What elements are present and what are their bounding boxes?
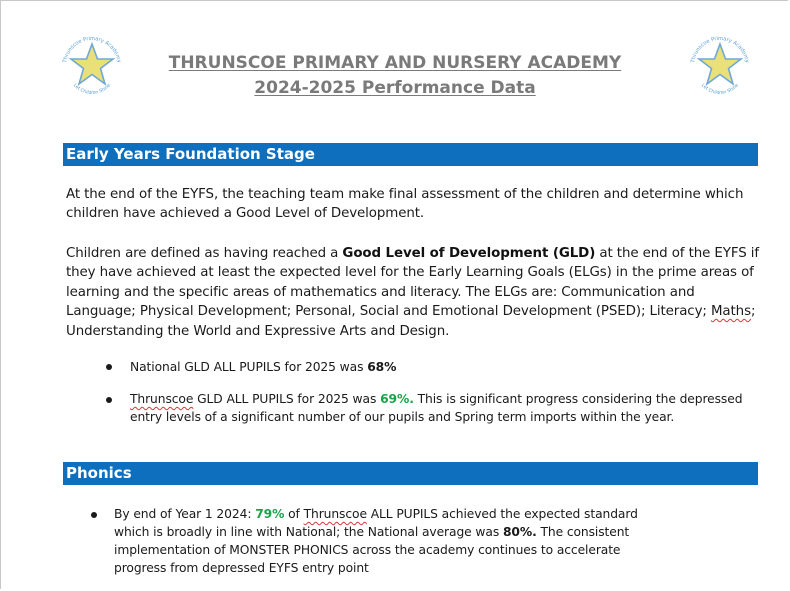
academy-logo-left	[56, 30, 128, 102]
eyfs-bullet-national	[130, 358, 750, 376]
phonics-school-value: 79%	[255, 507, 285, 521]
star-icon	[71, 44, 113, 84]
eyfs-paragraph-2	[66, 244, 766, 341]
school-gld-value: 69%.	[380, 392, 414, 406]
logo-bottom-text: Let Children Shine	[71, 83, 113, 97]
text-run: National GLD ALL PUPILS for 2025 was	[130, 360, 368, 374]
svg-text:Let Children Shine	[72, 83, 112, 96]
document-title: THRUNSCOE PRIMARY AND NURSERY ACADEMY	[168, 53, 622, 73]
text-run: of	[284, 507, 304, 521]
spellcheck-word-maths: Maths	[710, 304, 751, 320]
text-run: at the end of the EYFS if they have achieved at least the expected level for the Early Learning Goals (ELGs) in the prime areas of learning and the specific areas of mathematics and literacy. The ELGs are: Communication and Language; Physical Development; Personal, Social and Emotional Development (PSED); Literacy;	[66, 246, 759, 320]
svg-text:Let Children Shine	[700, 83, 740, 96]
logo-bottom-text: Let Children Shine	[699, 83, 741, 97]
national-gld-value: 68%	[367, 360, 397, 374]
logo-top-text: Thrunscoe Primary Academy	[690, 35, 750, 64]
phonics-national-value: 80%.	[502, 525, 537, 539]
bullet-icon	[106, 397, 112, 403]
spellcheck-word-thrunscoe: Thrunscoe	[130, 392, 194, 406]
logo-top-text: Thrunscoe Primary Academy	[62, 35, 122, 64]
section-heading-phonics: Phonics	[63, 462, 758, 485]
text-run: ALL PUPILS achieved the expected standard which is broadly in line with National; the National average was	[114, 507, 638, 539]
text-run: GLD ALL PUPILS for 2025 was	[193, 392, 381, 406]
bullet-icon	[91, 512, 97, 518]
text-run: ; Understanding the World and Expressive Arts and Design.	[66, 304, 756, 339]
document-subtitle: 2024-2025 Performance Data	[254, 78, 536, 98]
academy-logo-right	[684, 30, 756, 102]
phonics-bullet	[114, 505, 654, 577]
eyfs-paragraph-1: At the end of the EYFS, the teaching team make final assessment of the children and determine which children have achieved a Good Level of Development.	[66, 187, 744, 222]
star-icon	[699, 44, 741, 84]
spellcheck-word-thrunscoe: Thrunscoe	[303, 507, 367, 521]
eyfs-bullet-school	[130, 390, 750, 426]
text-run: Children are defined as having reached a	[66, 246, 343, 261]
text-run: The consistent implementation of MONSTER PHONICS across the academy continues to accelerate progress from depressed EYFS entry point	[114, 525, 630, 575]
section-heading-eyfs: Early Years Foundation Stage	[63, 143, 758, 166]
gld-bold-term: Good Level of Development (GLD)	[342, 246, 596, 261]
bullet-icon	[106, 364, 112, 370]
text-run: By end of Year 1 2024:	[114, 507, 256, 521]
text-run: This is significant progress considering the depressed entry levels of a significant number of our pupils and Spring term imports within the year.	[130, 392, 743, 424]
